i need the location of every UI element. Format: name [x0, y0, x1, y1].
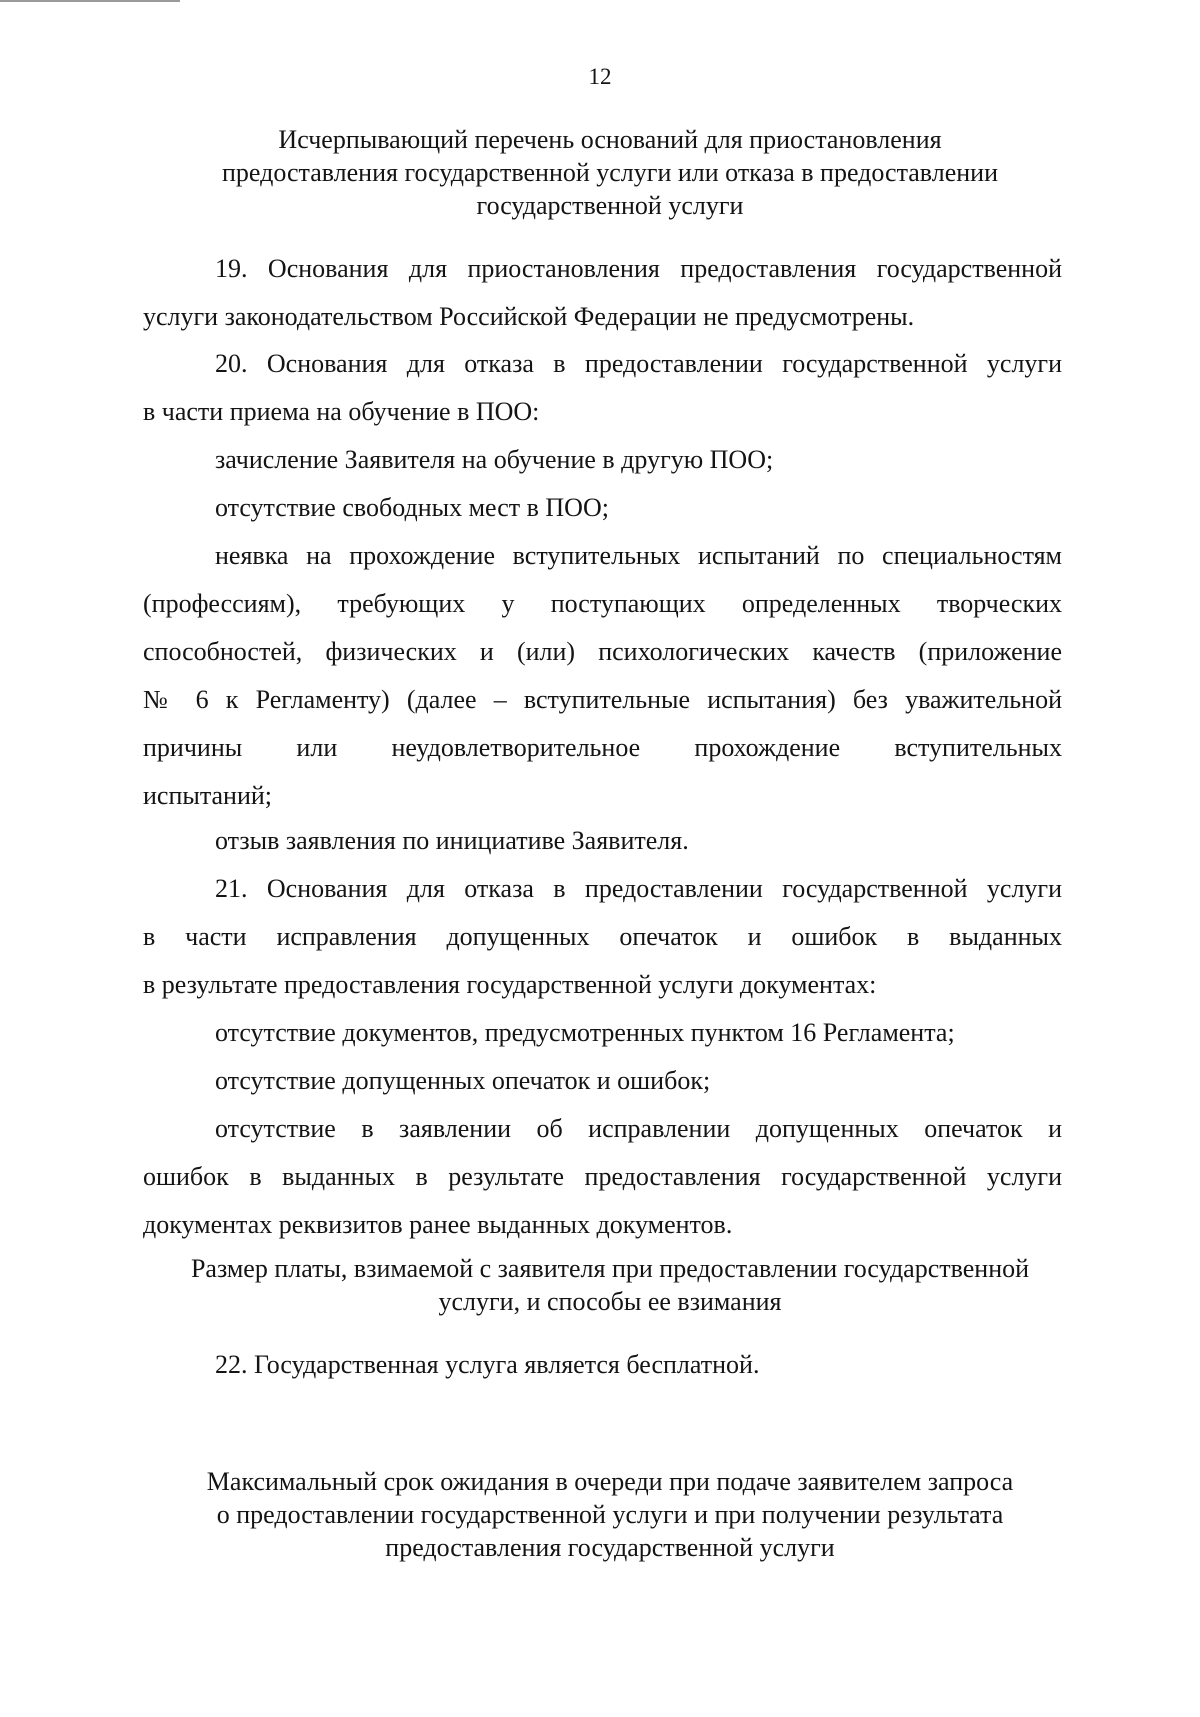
- list-item-missing-documents: [143, 1009, 1062, 1057]
- heading-line: о предоставлении государственной услуги и при получении результата: [216, 1500, 1004, 1529]
- list-item-non-attendance: [143, 532, 1062, 820]
- paragraph-21: [143, 865, 1062, 1009]
- paragraph-line: ошибок в выданных в результате предоставления государственной услуги: [143, 1162, 1062, 1191]
- heading-line: Максимальный срок ожидания в очереди при подаче заявителем запроса: [206, 1467, 1014, 1496]
- list-item-enrollment-elsewhere: [143, 436, 1062, 484]
- heading-line: Исчерпывающий перечень оснований для приостановления: [278, 125, 942, 154]
- page-number: 12: [588, 64, 612, 89]
- paragraph-line: услуги законодательством Российской Федерации не предусмотрены.: [143, 302, 915, 331]
- list-item-missing-requisites: [143, 1105, 1062, 1249]
- paragraph-line: отзыв заявления по инициативе Заявителя.: [215, 826, 689, 855]
- paragraph-line: № 6 к Регламенту) (далее – вступительные испытания) без уважительной: [143, 685, 1062, 714]
- paragraph-line: испытаний;: [143, 781, 273, 810]
- paragraph-19: [143, 245, 1062, 341]
- paragraph-line: зачисление Заявителя на обучение в другую ПОО;: [215, 445, 774, 474]
- paragraph-line: отсутствие допущенных опечаток и ошибок;: [215, 1066, 711, 1095]
- heading-line: Размер платы, взимаемой с заявителя при предоставлении государственной: [190, 1254, 1030, 1283]
- paragraph-line: отсутствие в заявлении об исправлении допущенных опечаток и: [215, 1114, 1062, 1143]
- paragraph-line: неявка на прохождение вступительных испытаний по специальностям: [215, 541, 1062, 570]
- paragraph-line: 21. Основания для отказа в предоставлении государственной услуги: [215, 874, 1062, 903]
- paragraph-line: отсутствие свободных мест в ПОО;: [215, 493, 609, 522]
- paragraph-line: 19. Основания для приостановления предоставления государственной: [215, 254, 1062, 283]
- paragraph-line: в части приема на обучение в ПОО:: [143, 397, 540, 426]
- paragraph-line: причины или неудовлетворительное прохождение вступительных: [143, 733, 1062, 762]
- section-heading-waiting-time: [150, 1465, 1070, 1564]
- scan-edge-mark: [0, 0, 180, 2]
- list-item-no-typos: [143, 1057, 1062, 1105]
- heading-line: предоставления государственной услуги: [385, 1533, 835, 1562]
- paragraph-line: отсутствие документов, предусмотренных пунктом 16 Регламента;: [215, 1018, 955, 1047]
- paragraph-line: документах реквизитов ранее выданных документов.: [143, 1210, 733, 1239]
- heading-line: предоставления государственной услуги или отказа в предоставлении: [221, 158, 998, 187]
- section-heading-grounds-for-suspension: [150, 123, 1070, 222]
- paragraph-line: 20. Основания для отказа в предоставлении государственной услуги: [215, 349, 1062, 378]
- heading-line: государственной услуги: [476, 191, 744, 220]
- paragraph-line: 22. Государственная услуга является бесплатной.: [215, 1350, 760, 1379]
- paragraph-20: [143, 340, 1062, 436]
- heading-line: услуги, и способы ее взимания: [438, 1287, 782, 1316]
- paragraph-line: способностей, физических и (или) психологических качеств (приложение: [143, 637, 1062, 666]
- section-heading-fee: [150, 1252, 1070, 1318]
- list-item-withdrawal: [143, 817, 1062, 865]
- list-item-no-free-places: [143, 484, 1062, 532]
- paragraph-22: [143, 1341, 1062, 1389]
- paragraph-line: (профессиям), требующих у поступающих определенных творческих: [143, 589, 1062, 618]
- paragraph-line: в части исправления допущенных опечаток и ошибок в выданных: [143, 922, 1062, 951]
- paragraph-line: в результате предоставления государственной услуги документах:: [143, 970, 877, 999]
